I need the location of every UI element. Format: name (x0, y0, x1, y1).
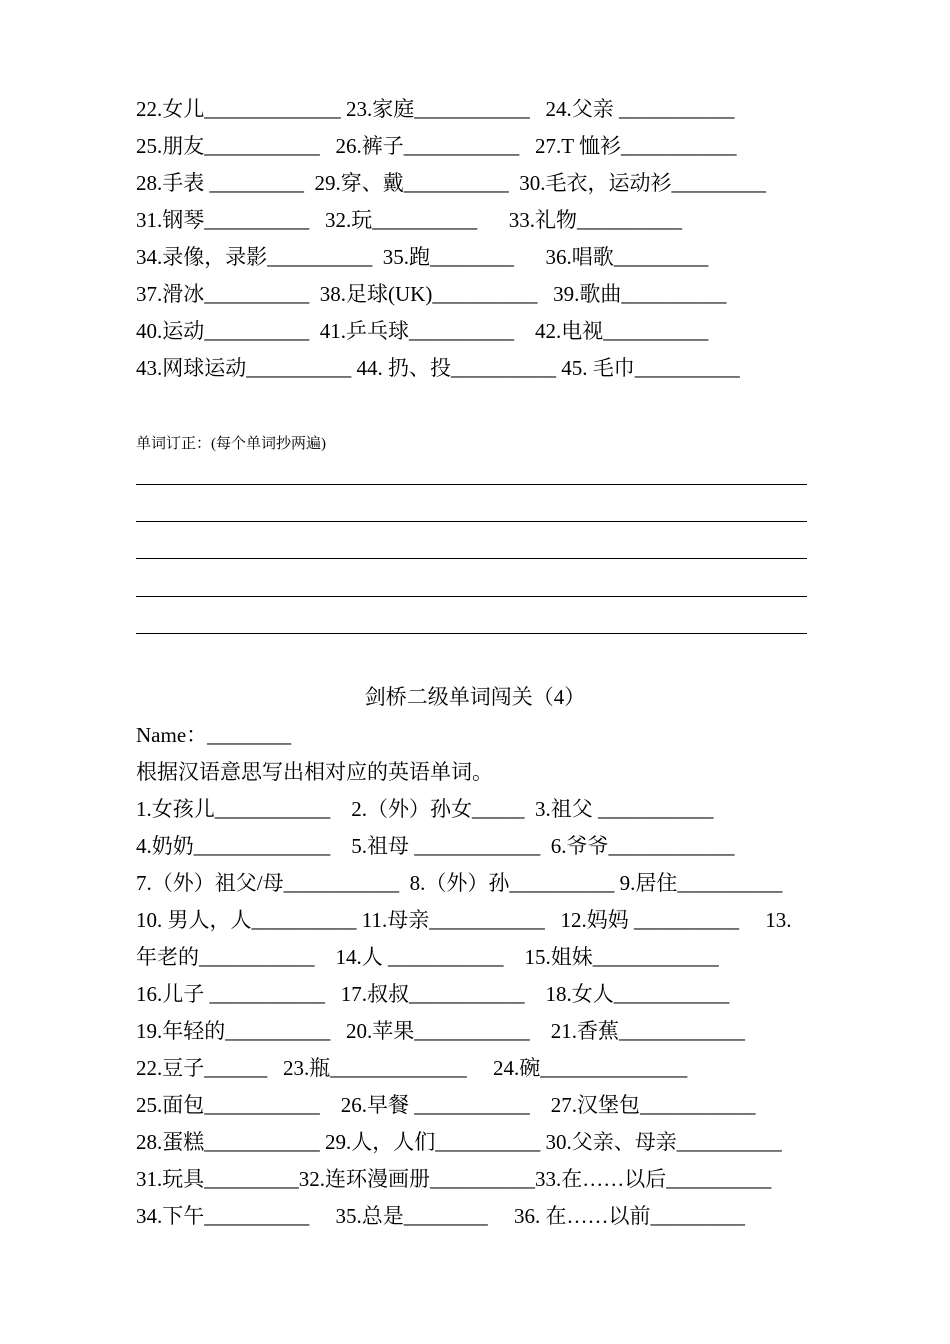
word-row-31-33: 31.玩具_________32.连环漫画册__________33.在……以后__________ (136, 1167, 772, 1191)
word-row-34-36: 34.下午__________ 35.总是________ 36. 在……以前_________ (136, 1204, 745, 1228)
name-field[interactable]: Name：________ (136, 723, 292, 747)
word-row-7-9: 7.（外）祖父/母___________ 8.（外）孙__________ 9.居住__________ (136, 871, 783, 895)
word-row-28-30: 28.手表 _________ 29.穿、戴__________ 30.毛衣，运动衫_________ (136, 171, 766, 195)
word-row-43-45: 43.网球运动__________ 44. 扔、投__________ 45. 毛巾__________ (136, 356, 740, 380)
correction-write-line[interactable] (136, 484, 807, 485)
word-row-1-3: 1.女孩儿___________ 2.（外）孙女_____ 3.祖父 ___________ (136, 797, 714, 821)
word-row-25-27: 25.面包___________ 26.早餐 ___________ 27.汉堡包___________ (136, 1093, 756, 1117)
instruction: 根据汉语意思写出相对应的英语单词。 (136, 760, 493, 784)
correction-write-line[interactable] (136, 633, 807, 634)
word-row-10-13: 10. 男人，人__________ 11.母亲___________ 12.妈妈 __________ 13. (136, 908, 792, 932)
word-row-22-24: 22.豆子______ 23.瓶_____________ 24.碗______________ (136, 1056, 688, 1080)
word-row-19-21: 19.年轻的__________ 20.苹果___________ 21.香蕉____________ (136, 1019, 745, 1043)
word-row-28-30: 28.蛋糕___________ 29.人，人们__________ 30.父亲、母亲__________ (136, 1130, 782, 1154)
word-row-25-27: 25.朋友___________ 26.裤子___________ 27.T 恤衫___________ (136, 134, 737, 158)
word-row-16-18: 16.儿子 ___________ 17.叔叔___________ 18.女人___________ (136, 982, 730, 1006)
word-row-40-42: 40.运动__________ 41.乒乓球__________ 42.电视__________ (136, 319, 709, 343)
word-row-34-36: 34.录像，录影__________ 35.跑________ 36.唱歌_________ (136, 245, 709, 269)
word-row-37-39: 37.滑冰__________ 38.足球(UK)__________ 39.歌曲__________ (136, 282, 727, 306)
section-title: 剑桥二级单词闯关（4） (364, 685, 586, 709)
word-row-13-15: 年老的___________ 14.人 ___________ 15.姐妹____________ (136, 945, 719, 969)
correction-write-line[interactable] (136, 596, 807, 597)
word-row-31-33: 31.钢琴__________ 32.玩__________ 33.礼物__________ (136, 208, 682, 232)
correction-write-line[interactable] (136, 558, 807, 559)
word-row-22-24: 22.女儿_____________ 23.家庭___________ 24.父亲 ___________ (136, 97, 735, 121)
word-row-4-6: 4.奶奶_____________ 5.祖母 ____________ 6.爷爷____________ (136, 834, 735, 858)
correction-label: 单词订正：(每个单词抄两遍) (136, 436, 326, 452)
correction-write-line[interactable] (136, 521, 807, 522)
